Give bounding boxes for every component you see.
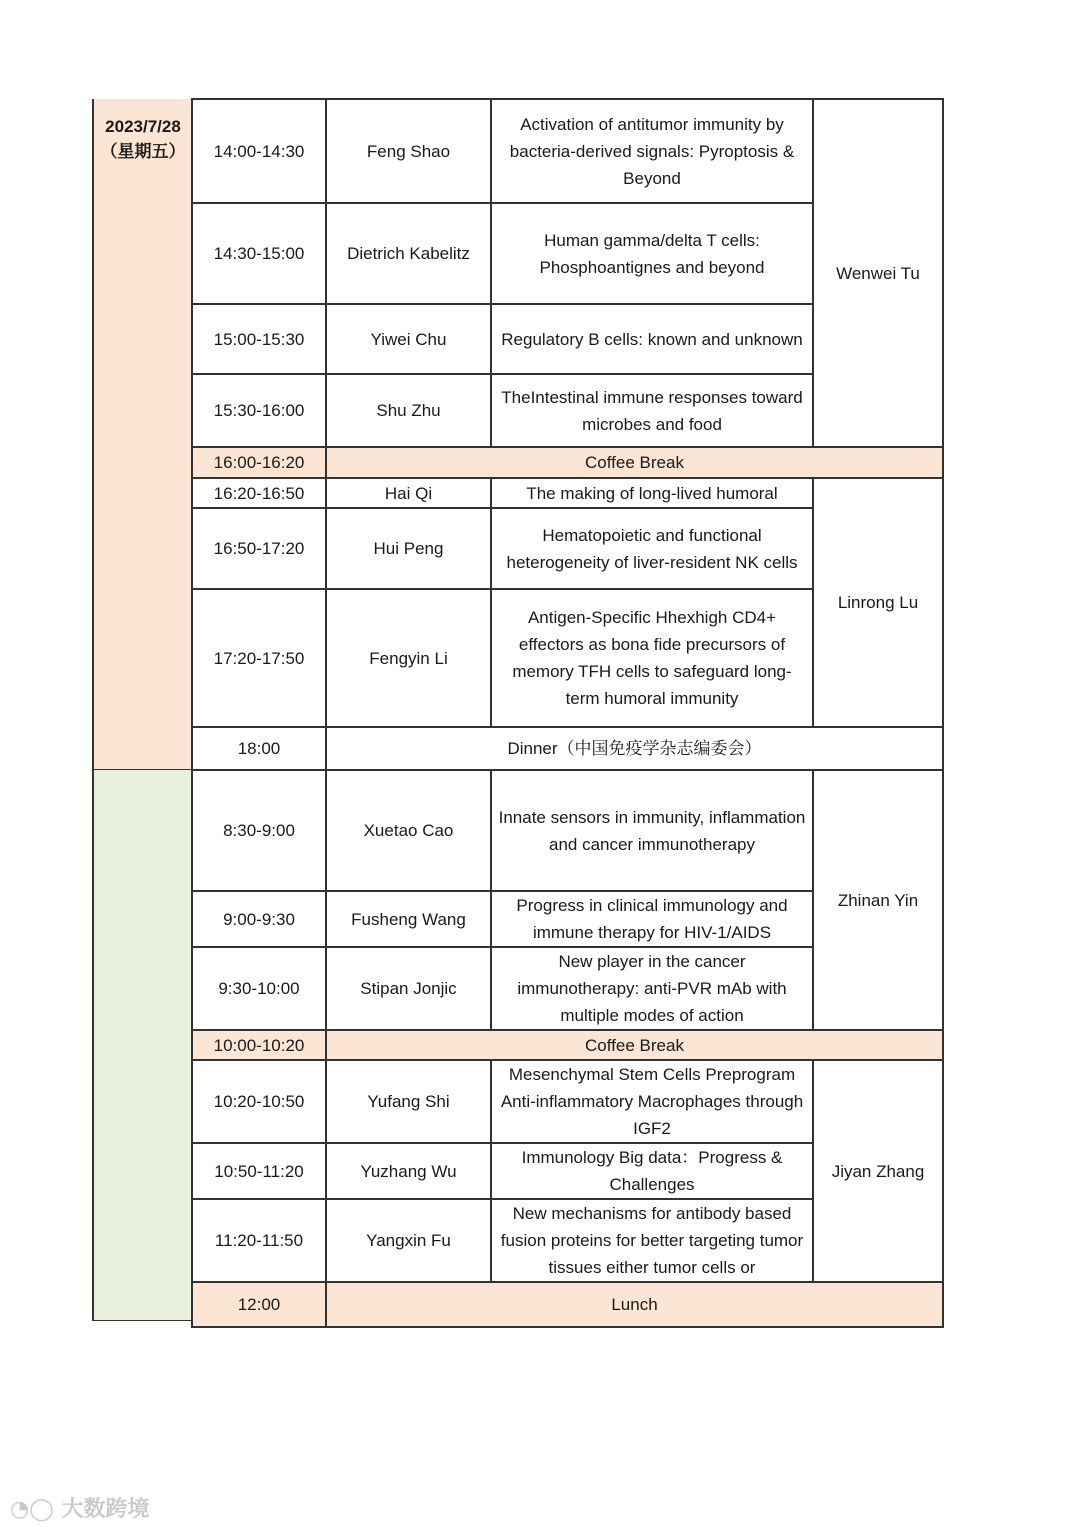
- time-cell: 15:30-16:00: [192, 374, 326, 447]
- table-row: [192, 1060, 943, 1143]
- time-cell: 17:20-17:50: [192, 589, 326, 727]
- speaker-cell: Stipan Jonjic: [326, 947, 491, 1030]
- day-column-next: [92, 769, 192, 1321]
- topic-cell: Antigen-Specific Hhexhigh CD4+ effectors as bona fide precursors of memory TFH cells to safeguard long-term humoral immunity: [491, 589, 813, 727]
- time-cell: 14:00-14:30: [192, 99, 326, 203]
- time-cell: 10:00-10:20: [192, 1030, 326, 1060]
- topic-cell: New player in the cancer immunotherapy: anti-PVR mAb with multiple modes of action: [491, 947, 813, 1030]
- time-cell: 11:20-11:50: [192, 1199, 326, 1282]
- table-row: [192, 770, 943, 891]
- speaker-cell: Yangxin Fu: [326, 1199, 491, 1282]
- topic-cell: Progress in clinical immunology and immune therapy for HIV-1/AIDS: [491, 891, 813, 947]
- table-row: [192, 99, 943, 203]
- speaker-cell: Xuetao Cao: [326, 770, 491, 891]
- day-date: 2023/7/28: [105, 117, 181, 136]
- time-cell: 10:50-11:20: [192, 1143, 326, 1199]
- speaker-cell: Hai Qi: [326, 478, 491, 508]
- chair-cell: Linrong Lu: [813, 478, 943, 727]
- speaker-cell: Fusheng Wang: [326, 891, 491, 947]
- dinner-row: [192, 727, 943, 770]
- chair-cell: Zhinan Yin: [813, 770, 943, 1030]
- watermark-logo: [10, 1492, 150, 1523]
- day-label: [94, 99, 192, 164]
- time-cell: 12:00: [192, 1282, 326, 1327]
- speaker-cell: Fengyin Li: [326, 589, 491, 727]
- time-cell: 8:30-9:00: [192, 770, 326, 891]
- topic-cell: Activation of antitumor immunity by bacteria-derived signals: Pyroptosis & Beyond: [491, 99, 813, 203]
- time-cell: 16:20-16:50: [192, 478, 326, 508]
- speaker-cell: Dietrich Kabelitz: [326, 203, 491, 304]
- coffee-break-row: [192, 447, 943, 478]
- topic-cell: Hematopoietic and functional heterogeneity of liver-resident NK cells: [491, 508, 813, 589]
- time-cell: 18:00: [192, 727, 326, 770]
- day-weekday: （星期五）: [100, 142, 186, 161]
- schedule-table: [191, 98, 944, 1328]
- topic-cell: TheIntestinal immune responses toward microbes and food: [491, 374, 813, 447]
- time-cell: 9:30-10:00: [192, 947, 326, 1030]
- time-cell: 14:30-15:00: [192, 203, 326, 304]
- topic-cell: Human gamma/delta T cells: Phosphoantignes and beyond: [491, 203, 813, 304]
- coffee-break-label: Coffee Break: [326, 1030, 943, 1060]
- time-cell: 9:00-9:30: [192, 891, 326, 947]
- speaker-cell: Feng Shao: [326, 99, 491, 203]
- topic-cell: New mechanisms for antibody based fusion proteins for better targeting tumor tissues either tumor cells or: [491, 1199, 813, 1282]
- chair-cell: Wenwei Tu: [813, 99, 943, 447]
- speaker-cell: Shu Zhu: [326, 374, 491, 447]
- speaker-cell: Yufang Shi: [326, 1060, 491, 1143]
- lunch-label: Lunch: [326, 1282, 943, 1327]
- topic-cell: Mesenchymal Stem Cells Preprogram Anti-inflammatory Macrophages through IGF2: [491, 1060, 813, 1143]
- time-cell: 16:50-17:20: [192, 508, 326, 589]
- speaker-cell: Yuzhang Wu: [326, 1143, 491, 1199]
- time-cell: 16:00-16:20: [192, 447, 326, 478]
- table-row: [192, 478, 943, 508]
- speaker-cell: Hui Peng: [326, 508, 491, 589]
- speaker-cell: Yiwei Chu: [326, 304, 491, 374]
- dinner-label: Dinner（中国免疫学杂志编委会）: [326, 727, 943, 770]
- topic-cell: Immunology Big data：Progress & Challenges: [491, 1143, 813, 1199]
- watermark-icon: ◔◯: [10, 1497, 54, 1522]
- lunch-row: [192, 1282, 943, 1327]
- coffee-break-label: Coffee Break: [326, 447, 943, 478]
- topic-cell: Innate sensors in immunity, inflammation and cancer immunotherapy: [491, 770, 813, 891]
- topic-cell: Regulatory B cells: known and unknown: [491, 304, 813, 374]
- time-cell: 10:20-10:50: [192, 1060, 326, 1143]
- chair-cell: Jiyan Zhang: [813, 1060, 943, 1282]
- time-cell: 15:00-15:30: [192, 304, 326, 374]
- day-column-0728: [92, 99, 192, 770]
- watermark-text: 大数跨境: [61, 1497, 150, 1522]
- topic-cell: The making of long-lived humoral: [491, 478, 813, 508]
- coffee-break-row: [192, 1030, 943, 1060]
